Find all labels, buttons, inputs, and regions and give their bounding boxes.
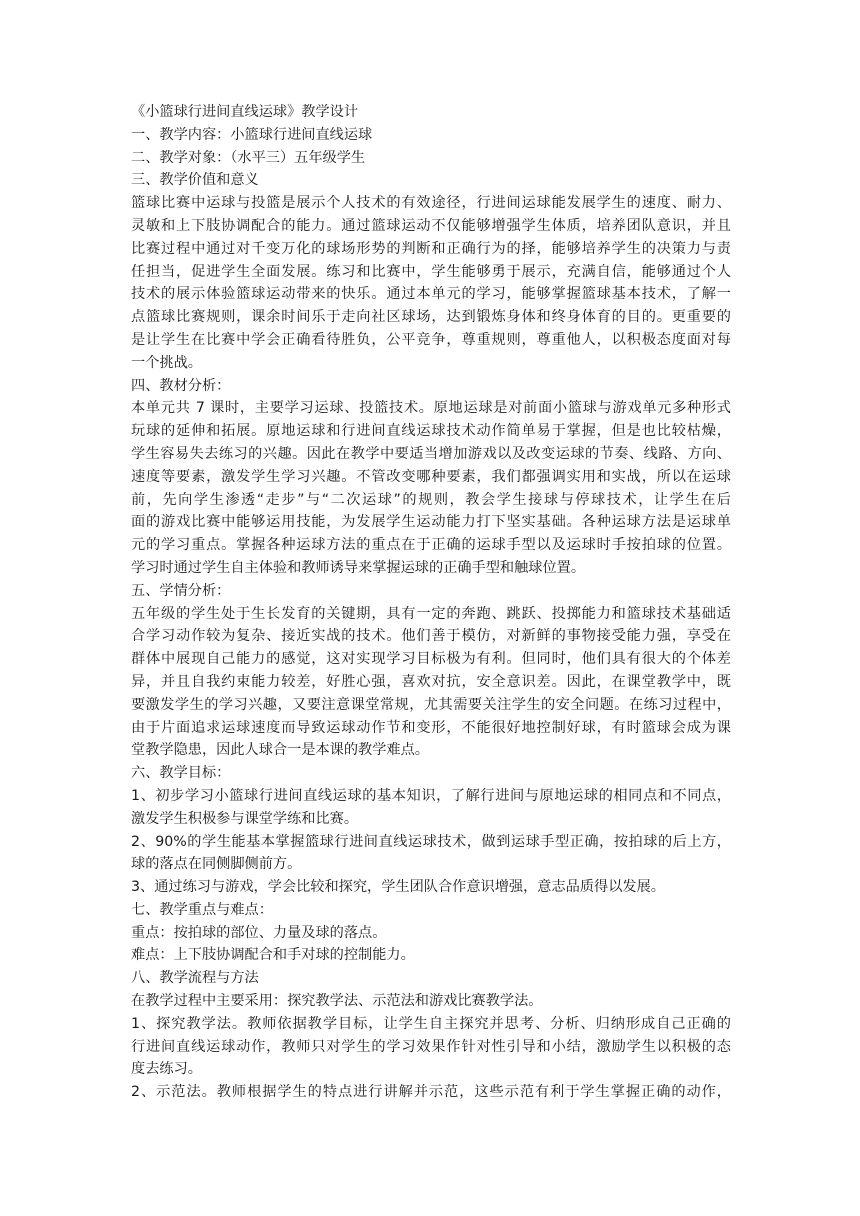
text-line: 三、教学价值和意义: [131, 172, 259, 189]
text-line: 玩球的延伸和拓展。原地运球和行进间直线运球技术动作简单易于掌握，但是也比较枯燥，: [131, 423, 731, 440]
text-line: 难点：上下肢协调配合和手对球的控制能力。: [131, 947, 415, 964]
text-line: 异，并且自我约束能力较差，好胜心强，喜欢对抗，安全意识差。因此，在课堂教学中，既: [131, 673, 731, 690]
text-line: 比赛过程中通过对千变万化的球场形势的判断和正确行为的择，能够培养学生的决策力与责: [131, 240, 731, 257]
text-line: 群体中展现自己能力的感觉，这对实现学习目标极为有利。但同时，他们具有很大的个体差: [131, 651, 731, 668]
text-line: 一个挑战。: [131, 354, 202, 371]
text-line: 五、学情分析：: [131, 582, 231, 599]
text-line: 七、教学重点与难点：: [131, 901, 273, 918]
text-line: 要激发学生的学习兴趣，又要注意课堂常规，尤其需要关注学生的安全问题。在练习过程中，: [131, 696, 731, 713]
text-line: 球的落点在同侧脚侧前方。: [131, 856, 302, 873]
text-line: 二、教学对象：（水平三）五年级学生: [131, 149, 366, 166]
text-line: 在教学过程中主要采用：探究教学法、示范法和游戏比赛教学法。: [131, 993, 543, 1010]
text-line: 1、探究教学法。教师依据教学目标，让学生自主探究并思考、分析、归纳形成自己正确的: [131, 1015, 731, 1032]
text-line: 重点：按拍球的部位、力量及球的落点。: [131, 924, 387, 941]
document-page: [131, 101, 731, 1104]
text-line: 2、90%的学生能基本掌握篮球行进间直线运球技术，做到运球手型正确，按拍球的后上方，: [131, 833, 731, 850]
text-line: 面的游戏比赛中能够运用技能，为发展学生运动能力打下坚实基础。各种运球方法是运球单: [131, 514, 731, 531]
text-line: 篮球比赛中运球与投篮是展示个人技术的有效途径，行进间运球能发展学生的速度、耐力、: [131, 195, 731, 212]
text-line: 技术的展示体验篮球运动带来的快乐。通过本单元的学习，能够掌握篮球基本技术，了解一: [131, 286, 731, 303]
text-line: 1、初步学习小篮球行进间直线运球的基本知识，了解行进间与原地运球的相同点和不同点，: [131, 787, 731, 804]
text-line: 由于片面追求运球速度而导致运球动作节和变形，不能很好地控制好球，有时篮球会成为课: [131, 719, 731, 736]
text-line: 任担当，促进学生全面发展。练习和比赛中，学生能够勇于展示，充满自信，能够通过个人: [131, 263, 731, 280]
text-line: 2、示范法。教师根据学生的特点进行讲解并示范，这些示范有利于学生掌握正确的动作，: [131, 1084, 731, 1101]
text-line: 本单元共 7 课时，主要学习运球、投篮技术。原地运球是对前面小篮球与游戏单元多种形式: [131, 400, 731, 417]
text-line: 合学习动作较为复杂、接近实战的技术。他们善于模仿，对新鲜的事物接受能力强，享受在: [131, 628, 731, 645]
text-line: 激发学生积极参与课堂学练和比赛。: [131, 810, 359, 827]
text-line: 点篮球比赛规则，课余时间乐于走向社区球场，达到锻炼身体和终身体育的目的。更重要的: [131, 309, 731, 326]
text-line: 五年级的学生处于生长发育的关键期，具有一定的奔跑、跳跃、投掷能力和篮球技术基础适: [131, 605, 731, 622]
text-line: 学生容易失去练习的兴趣。因此在教学中要适当增加游戏以及改变运球的节奏、线路、方向、: [131, 445, 731, 462]
text-line: 八、教学流程与方法: [131, 970, 259, 987]
text-line: 行进间直线运球动作，教师只对学生的学习效果作针对性引导和小结，激励学生以积极的态: [131, 1038, 731, 1055]
document-title: 《小篮球行进间直线运球》教学设计: [131, 104, 359, 120]
text-line: 一、教学内容：小篮球行进间直线运球: [131, 126, 373, 143]
text-line: 四、教材分析：: [131, 377, 231, 394]
text-line: 速度等要素，激发学生学习兴趣。不管改变哪种要素，我们都强调实用和实战，所以在运球: [131, 468, 731, 485]
text-line: 学习时通过学生自主体验和教师诱导来掌握运球的正确手型和触球位置。: [131, 559, 586, 576]
text-line: 灵敏和上下肢协调配合的能力。通过篮球运动不仅能够增强学生体质，培养团队意识，并且: [131, 217, 731, 234]
text-line: 堂教学隐患，因此人球合一是本课的教学难点。: [131, 742, 429, 759]
text-line: 六、教学目标：: [131, 765, 231, 782]
text-line: 3、通过练习与游戏，学会比较和探究，学生团队合作意识增强，意志品质得以发展。: [131, 879, 665, 896]
text-line: 度去练习。: [131, 1061, 202, 1078]
text-line: 元的学习重点。掌握各种运球方法的重点在于正确的运球手型以及运球时手按拍球的位置。: [131, 537, 731, 554]
text-line: 前，先向学生渗透“走步”与“二次运球”的规则，教会学生接球与停球技术，让学生在后: [131, 491, 731, 508]
text-line: 是让学生在比赛中学会正确看待胜负，公平竞争，尊重规则，尊重他人，以积极态度面对每: [131, 331, 731, 348]
